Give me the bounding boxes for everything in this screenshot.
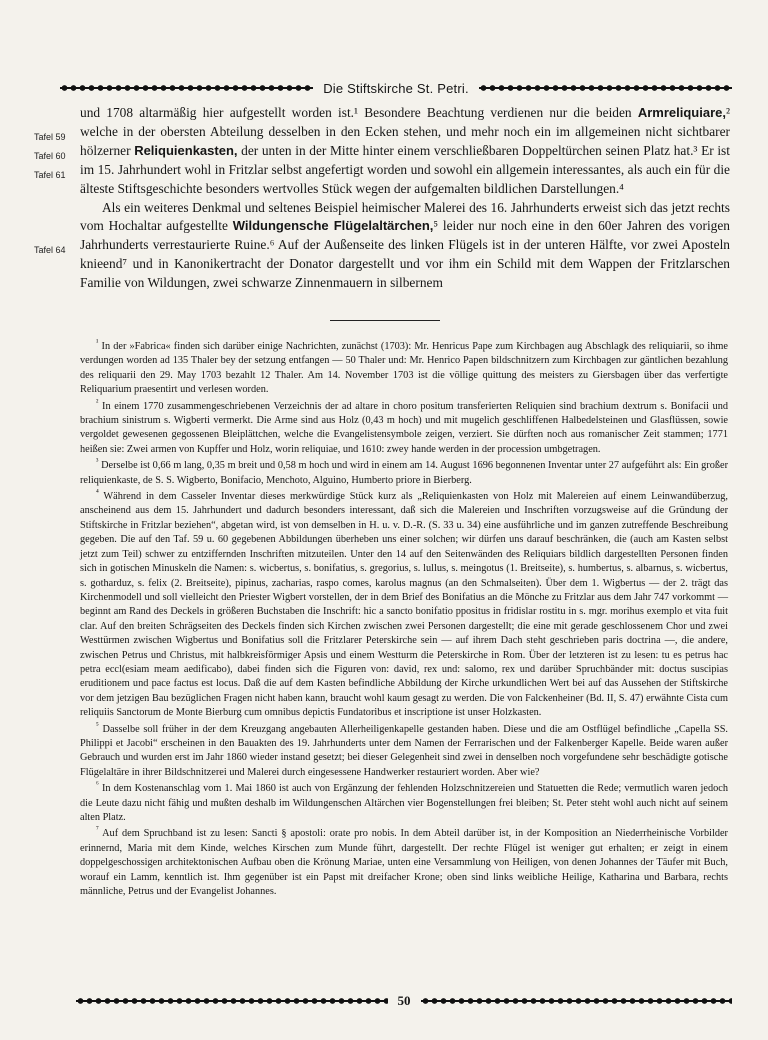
running-title: Die Stiftskirche St. Petri. xyxy=(323,80,469,96)
text-run: der unten in der Mitte hinter einem verschließbaren Doppeltürchen seinen Platz hat.³ Er ist im 15. Jahrhundert wohl in Fritzlar selbst angefertigt worden und sowohl ein allgemein interessantes, als auch ein für die älteste Stiftsgeschichte besonders wertvolles Stück wegen der aufgemalten bildlichen Darstellungen.⁴ xyxy=(80,142,730,196)
text-run: ² welche in der obersten Abteilung desselben in den Ecken stehen, und mehr noch ein im allgemeinen nicht sichtbarer hölzerner xyxy=(80,105,730,158)
footnote-text: In dem Kostenanschlag vom 1. Mai 1860 ist auch von Ergänzung der fehlenden Holzschnitzereien und Statuetten die Rede; vermutlich waren jedoch die Leute dazu nicht fähig und mußten deshalb im Wildungenschen Altärchen vier Bogenstellungen frei bleiben; St. Peter steht wohl auch nicht auf seinem alten Platz. xyxy=(80,783,728,823)
footnote xyxy=(80,779,728,825)
footnote-number: ⁷ xyxy=(96,824,99,834)
footnote-text: Dasselbe soll früher in der dem Kreuzgang angebauten Allerheiligenkapelle gestanden haben. Diese und die am Ostflügel befindliche „Capella SS. Philippi et Jacobi“ erscheinen in den Bauakten des 19. Jahrhunderts unter dem Namen der Ferrarischen und der Falkenberger Kapelle. Beide waren außer Gebrauch und wurden erst im Jahr 1860 wieder instand gesetzt; bei dieser Gelegenheit sind zwei in denselben noch vorgefundene sehr beschädigte gotische Flügelaltäre in ihrer Bildschnitzerei und Malerei durch eingesessene Handwerker restauriert worden. Aber wie? xyxy=(80,723,729,778)
page-header xyxy=(60,78,732,98)
footnote-text: In einem 1770 zusammengeschriebenen Verzeichnis der ad altare in choro positum transferierten Reliquien sind brachium dextrum s. Bonifacii und brachium sinistrum s. Wigberti vermerkt. Die Arme sind aus Holz (0,43 m hoch) und mit mugelich geschliffenen Halbedelsteinen und Glasflüssen, sowie vergoldet gewesenen gegossenen Bleiplättchen, welche die Evangelistensymbole zeigen, verziert. Sie dürften noch aus romanischer Zeit stammen; 1771 heißen sie: Zwei armen von Kupffer und Holz, worin reliquiae, und 1610: zwey hande werden in der procession umbgetragen. xyxy=(80,400,728,455)
footnote-number: ² xyxy=(96,397,99,407)
text-run: und 1708 altarmäßig hier aufgestellt worden ist.¹ Besondere Beachtung verdienen nur die beiden xyxy=(80,105,638,120)
margin-note-tafel-60: Tafel 60 xyxy=(34,151,66,161)
footnote xyxy=(80,456,729,488)
bold-term: Wildungensche Flügelaltärchen, xyxy=(232,218,434,234)
footnote-separator xyxy=(330,320,440,321)
paragraph xyxy=(80,104,730,199)
bold-term: Armreliquiare, xyxy=(637,105,726,120)
footnote xyxy=(80,337,728,398)
footnote xyxy=(80,487,728,721)
text-run: Als ein weiteres Denkmal und seltenes Beispiel heimischer Malerei des 16. Jahrhunderts erweist sich das jetzt rechts vom Hochaltar aufgestellte xyxy=(80,199,730,234)
paragraph xyxy=(80,199,730,294)
page-footer xyxy=(76,992,732,1010)
margin-note-tafel-61: Tafel 61 xyxy=(34,170,66,180)
footnote-number: ¹ xyxy=(96,337,99,347)
footnote-number: ⁶ xyxy=(96,779,99,789)
footnote-text: Auf dem Spruchband ist zu lesen: Sancti § apostoli: orate pro nobis. In dem Abteil darüber ist, in der Komposition an Niederrheinische Vorbilder erinnernd, Maria mit dem Kinde, welches Kirschen zum Munde führt, dargestellt. Der rechte Flügel ist weniger gut erhalten; er zeigt in einem doppelgeschossigen architektonischen Aufbau oben die Krönung Mariae, unten eine Versammlung von Heiligen, von denen Johannes der Täufer mit Buch, worauf ein Lamm, kenntlich ist. Ihm gegenüber ist ein Papst mit dreifacher Krone; oben sind links weibliche Heilige, Katharina und Barbara, rechts männliche, Petrus und der Evangelist Johannes. xyxy=(80,828,728,898)
footnote-number: ⁴ xyxy=(96,487,99,497)
footnotes xyxy=(80,337,729,901)
text-run: ⁵ leider nur noch eine in den 60er Jahren des vorigen Jahrhunderts verrestaurierte Ruine.⁶ Auf der Außenseite des linken Flügels ist in der unteren Hälfte, vor zwei Aposteln knieend⁷ und in Kanonikertracht der Donator dargestellt und vor ihm ein Schild mit dem Wappen der Fritzlarschen Familie von Wildungen, zwei schwarze Zinnenmauern in silbernem xyxy=(80,218,730,291)
header-ornament-right xyxy=(479,83,732,93)
footer-ornament-left xyxy=(76,996,388,1006)
footnote-number: ⁵ xyxy=(96,720,99,730)
page-number: 50 xyxy=(397,993,411,1008)
bold-term: Reliquienkasten, xyxy=(134,142,238,158)
footer-ornament-right xyxy=(421,996,733,1006)
footnote-text: Derselbe ist 0,66 m lang, 0,35 m breit und 0,58 m hoch und wird in einem am 14. August 1696 begonnenen Inventar unter 27 aufgeführt als: Ein großer reliquienkaste, de S. S. Wigberto, Bonifacio, Menchoto, Alguino, Humberto priore in Bierberg. xyxy=(80,460,729,486)
footnote xyxy=(80,720,729,781)
margin-note-tafel-59: Tafel 59 xyxy=(34,132,66,142)
footnote xyxy=(80,397,728,458)
footnote-number: ³ xyxy=(96,456,99,466)
footnote xyxy=(80,824,728,899)
header-ornament-left xyxy=(60,83,313,93)
margin-note-tafel-64: Tafel 64 xyxy=(34,245,66,255)
main-text xyxy=(80,104,730,293)
footnote-text: In der »Fabrica« finden sich darüber einige Nachrichten, zunächst (1703): Mr. Henricus Pape zum Kirchbagen aug Abschlagk des reliquiarii, so ihme verdungen worden ad 135 Thaler bey der setzung entfangen — 50 Thaler und: Mr. Henrico Papen bildschnitzern zum Kirchbagen zur gäntlichen bezahlung des reliquarii den 29. May 1703 bezahlt 12 Thaler. Am 14. November 1703 ist die völlige quittung des meisters zu Giersbagen über das verfertigte Reliquarium praesentirt und verlesen worden. xyxy=(80,341,728,396)
footnote-text: Während in dem Casseler Inventar dieses merkwürdige Stück kurz als „Reliquienkasten von Holz mit Malereien auf einem Leinwandüberzug, anscheinend aus dem 15. Jahrhundert und dadurch besonders interessant, daß sich die Malereien und Inschriften vorzugsweise auf die Gründung der Stiftskirche in Fritzlar beziehen“, abgetan wird, ist von demselben in H. u. v. D.-R. (S. 33 u. 34) eine ausführliche und im ganzen zutreffende Beschreibung gegeben. Die auf den Taf. 59 u. 60 gegebenen Abbildungen überheben uns einer solchen; wir dürfen uns darauf beschränken, die (auch am Kasten selbst jetzt zum Teil) schwer zu entziffernden Inschriften mitzuteilen. Unter den 14 auf den Seitenwänden des Reliquiars bildlich dargestellten Personen finden sich in gotischen Minuskeln die Namen: s. wicbertus, s. bonifatius, s. gregorius, s. lullus, s. meingotus (1. Breitseite), s. humbertus, s. albarnus, s. wicbertus, s. gotharduz, s. felix (2. Breitseite), pipinus, zacharias, raspo comes, karolus magnus (an den Schmalseiten). Über dem 1. Wigbertus — der 2. trägt das Kirchenmodell und soll vielleicht den Priester Wigbert vorstellen, der in dem Brief des Bonifatius an die Mönche zu Fritzlar aus dem Jahr 747 vorkommt — beginnt am Rand des Deckels in größeren Buchstaben die Inschrift: hic a sancto bonifatio ppositus in fridislar rostitu in s. mgr. morihus exemplo et vita fuit clar. Auf den breiten Schrägseiten des Deckels finden sich Kirchen zwischen zwei Personen dargestellt; die eine mit gerade geschlossenem Chor und zwei Westtürmen zwischen Wigbertus und Bonifatius soll die Fritzlarer Peterskirche sein — auf ihrem Dach steht geschrieben paris doctrina —, die andere, zwischen Petrus und Christus, mit halbkreisförmiger Apsis und einem Westturm die Peterskirche in Rom. Über der letzteren ist zu lesen: tu es petrus hac petra eccl(esiam meam aedificabo), dabei finden sich die Figuren von: david, rex und: salomo, rex und darüber Spruchbänder mit: doctus suscipias eruditionem und pace factus est locus. Daß die auf dem Kasten befindliche Abbildung der Kirche urkundlichen Wert bei auf das Aussehen der Stiftskirche vor dem jetzigen Bau bezüglichen Fragen nicht haben kann, braucht wohl kaum gesagt zu werden. Die von Falckenheiner (Bd. II, S. 47) erwähnte Cista cum reliquiis Sanctorum de Monte Bierburg cum omnibus depictis Fundatoribus et inscriptione ist unser Holzkasten. xyxy=(80,491,728,719)
